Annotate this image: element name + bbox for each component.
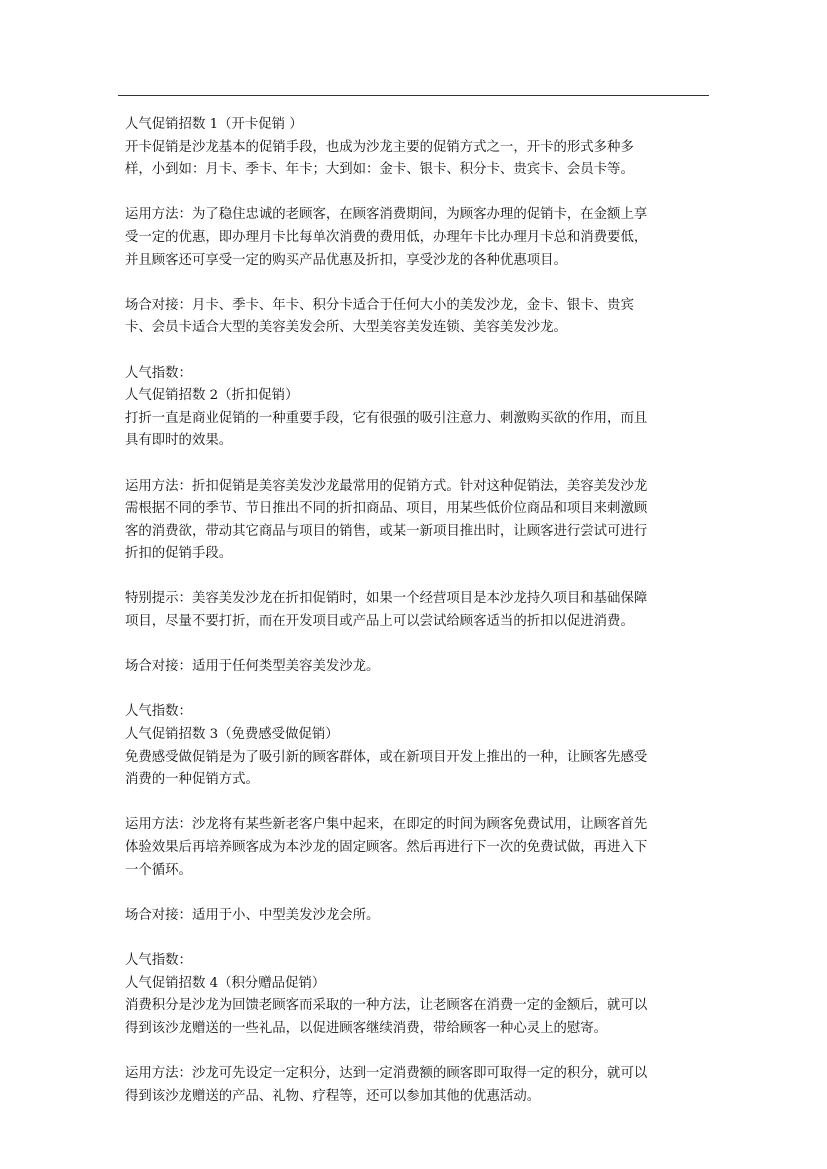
paragraph-line: 受一定的优惠，即办理月卡比每单次消费的费用低，办理年卡比办理月卡总和消费要低， [125,229,648,245]
text-line: 场合对接：适用于任何类型美容美发沙龙。 [125,659,380,675]
text-line: 人气促销招数 1（开卡促销 ） [125,117,303,132]
paragraph-line: 折扣的促销手段。 [125,546,233,562]
text-line: 人气促销招数 2（折扣促销） [125,388,299,404]
paragraph-line: 得到该沙龙赠送的产品、礼物、疗程等，还可以参加其他的优惠活动。 [125,1088,541,1104]
paragraph-line: 开卡促销是沙龙基本的促销手段，也成为沙龙主要的促销方式之一，开卡的形式多种多 [125,139,634,155]
paragraph [125,995,710,1040]
blank-line [125,566,710,589]
paragraph-line: 得到该沙龙赠送的一些礼品，以促进顾客继续消费，带给顾客一种心灵上的慰寄。 [125,1020,608,1036]
text-line: 人气指数： [125,704,192,720]
paragraph-line: 一个循环。 [125,862,192,878]
paragraph-line: 打折一直是商业促销的一种重要手段，它有很强的吸引注意力、刺激购买欲的作用，而且 [125,410,648,426]
paragraph-line: 需根据不同的季节、节日推出不同的折扣商品、项目，用某些低价位商品和项目来刺激顾 [125,501,648,517]
header-rule [118,95,709,96]
paragraph-line: 运用方法：沙龙将有某些新老客户集中起来，在即定的时间为顾客免费试用，让顾客首先 [125,817,648,833]
blank-line [125,927,710,950]
text-line: 人气指数： [125,365,192,381]
text-line: 场合对接：适用于小、中型美发沙龙会所。 [125,907,380,923]
paragraph [125,408,710,453]
paragraph [125,137,710,182]
blank-line [125,882,710,905]
paragraph [125,476,710,566]
paragraph [125,588,710,633]
paragraph-line: 体验效果后再培养顾客成为本沙龙的固定顾客。然后再进行下一次的免费试做，再进入下 [125,840,648,855]
paragraph-line: 运用方法：沙龙可先设定一定积分，达到一定消费额的顾客即可取得一定的积分，就可以 [125,1065,648,1081]
blank-line [125,679,710,702]
paragraph [125,204,710,272]
paragraph-line: 免费感受做促销是为了吸引新的顾客群体，或在新项目开发上推出的一种，让顾客先感受 [125,749,648,765]
paragraph-line: 场合对接：月卡、季卡、年卡、积分卡适合于任何大小的美发沙龙，金卡、银卡、贵宾 [125,297,634,313]
blank-line [125,792,710,815]
blank-line [125,272,710,295]
paragraph-line: 并且顾客还可享受一定的购买产品优惠及折扣，享受沙龙的各种优惠项目。 [125,252,567,268]
paragraph-line: 特别提示：美容美发沙龙在折扣促销时，如果一个经营项目是本沙龙持久项目和基础保障 [125,591,648,607]
blank-line [125,1040,710,1063]
paragraph-line: 消费积分是沙龙为回馈老顾客而采取的一种方法，让老顾客在消费一定的金额后，就可以 [125,998,648,1014]
paragraph-line: 运用方法：为了稳住忠诚的老顾客，在顾客消费期间，为顾客办理的促销卡，在金额上享 [125,207,648,223]
paragraph-line: 样，小到如：月卡、季卡、年卡；大到如：金卡、银卡、积分卡、贵宾卡、会员卡等。 [125,162,634,178]
text-line: 人气促销招数 4（积分赠品促销） [125,975,326,991]
blank-line [125,453,710,476]
paragraph-line: 运用方法：折扣促销是美容美发沙龙最常用的促销方式。针对这种促销法，美容美发沙龙 [125,478,648,494]
paragraph-line: 具有即时的效果。 [125,433,233,449]
paragraph [125,1063,710,1108]
blank-line [125,634,710,657]
paragraph-line: 卡、会员卡适合大型的美容美发会所、大型美容美发连锁、美容美发沙龙。 [125,320,567,336]
text-line: 人气指数： [125,952,192,968]
paragraph [125,295,710,340]
blank-line [125,340,710,363]
paragraph [125,814,710,882]
paragraph-line: 消费的一种促销方式。 [125,772,259,788]
paragraph-line: 客的消费欲，带动其它商品与项目的销售，或某一新项目推出时，让顾客进行尝试可进行 [125,523,648,539]
text-line: 人气促销招数 3（免费感受做促销） [125,727,339,743]
document-body [125,114,710,1108]
paragraph [125,747,710,792]
blank-line [125,182,710,205]
paragraph-line: 项目，尽量不要打折，而在开发项目或产品上可以尝试给顾客适当的折扣以促进消费。 [125,614,634,630]
